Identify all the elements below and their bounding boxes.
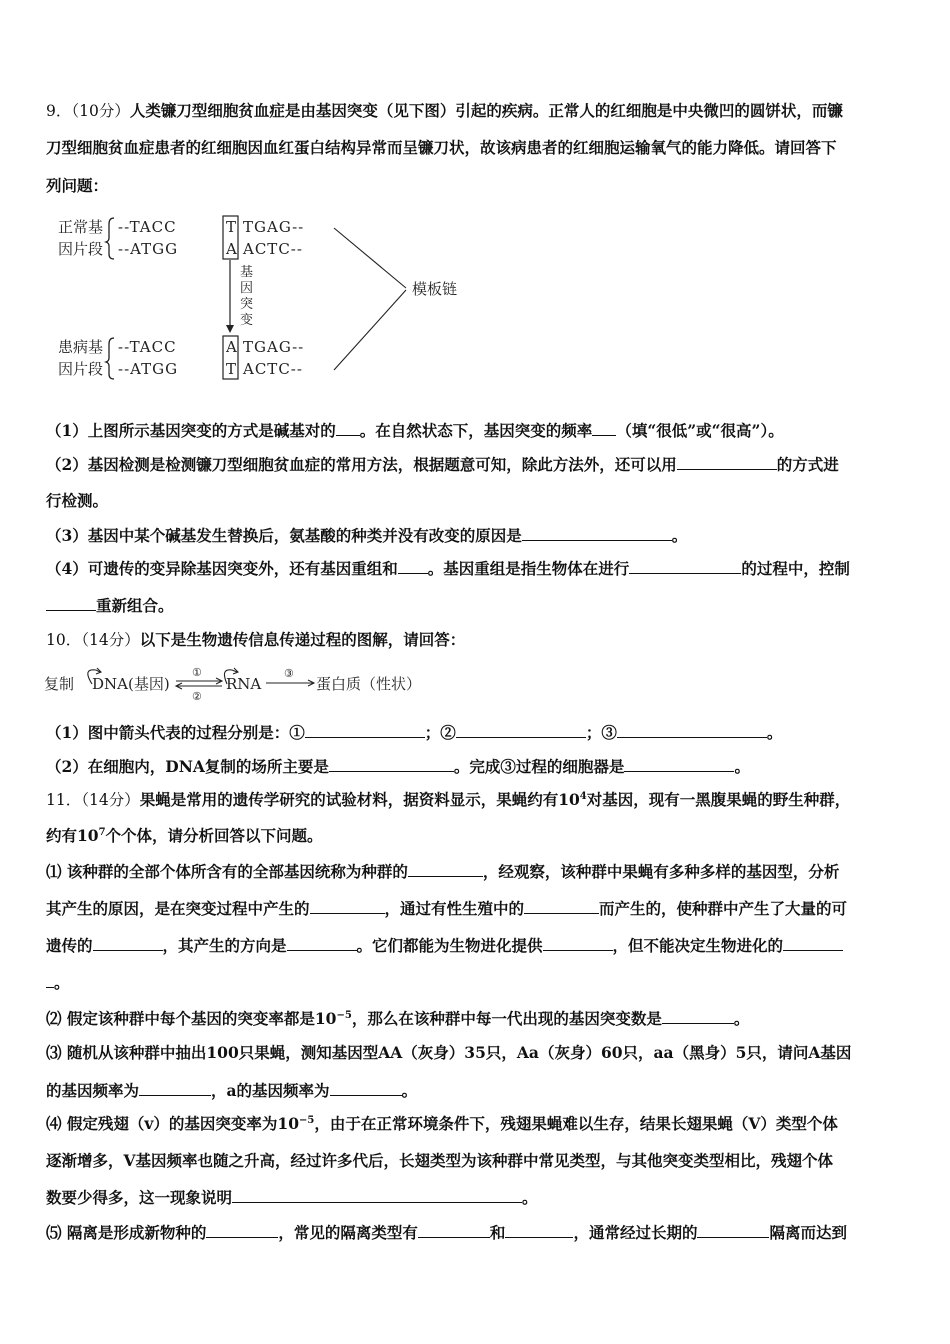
q10-part-1 [46,722,908,743]
copy-label: 复制 [44,675,75,693]
central-dogma-figure [44,662,464,702]
q10-p1-blank-3[interactable] [617,722,767,738]
q11-s1-l3-a: 遗传的 [46,936,93,955]
q11-s4-sup: −5 [298,1114,315,1126]
q11-s4-line-3 [46,1187,908,1208]
template-strand-label: 模板链 [412,280,458,298]
q11-s1-l3-c: 。它们都能为生物进化提供 [356,936,543,955]
disease-label-1: 患病基 [58,338,104,356]
template-pointer-lower [334,290,406,370]
q11-s3-l2-a: 的基因频率为 [46,1081,140,1100]
disease-label-2: 因片段 [58,360,104,378]
q11-s1-blank-4[interactable] [93,935,163,951]
q11-s1-line-4 [46,972,908,993]
q11-number: 11． [46,791,82,809]
q11-s1-l2-b: ，通过有性生殖中的 [384,899,525,918]
q9-line-1 [46,101,908,121]
q11-score: （14分） [81,791,140,809]
q9-part-4-cont [46,595,908,616]
q10-stem [46,630,908,650]
q11-s5-b: ，常见的隔离类型有 [278,1223,418,1242]
q11-l2-b: 个个体，请分析回答以下问题。 [105,826,323,845]
q11-s5-blank-2[interactable] [418,1222,490,1238]
arrow-char-2: 因 [240,281,254,296]
q11-l1-b: 对基因，现有一黑腹果蝇的野生种群， [586,790,851,809]
q11-s4-line-1 [46,1114,908,1134]
q10-p2-text-a: （2）在细胞内，DNA复制的场所主要是 [46,757,329,776]
q11-l2-sup: 7 [98,826,106,838]
mutation-figure [56,212,486,384]
q9-p2-blank[interactable] [677,454,777,470]
disease-seq-2a: --ATGG [118,360,179,378]
arrow-1-label: ① [192,666,202,679]
q10-p2-text-c: 。 [734,757,750,776]
q11-s5-blank-4[interactable] [697,1222,769,1238]
disease-seq-1b: TGAG-- [243,338,305,356]
q11-s4-l1-b: ，由于在正常环境条件下，残翅果蝇难以生存，结果长翅果蝇（V）类型个体 [314,1114,838,1133]
arrow-char-3: 突 [240,297,254,312]
normal-label-1: 正常基 [58,218,104,236]
q9-p3-text-b: 。 [671,526,688,545]
normal-seq-1b: TGAG-- [243,218,305,236]
rna-label: RNA [226,675,262,693]
arrow-3-label: ③ [284,667,294,680]
q11-s1-blank-7-cont[interactable] [46,972,54,988]
q11-s4-l3-a: 数要少得多，这一现象说明 [46,1188,233,1207]
q11-s5-blank-1[interactable] [206,1222,278,1238]
q11-s3-blank-1[interactable] [139,1080,211,1096]
q11-s5-c: 和 [489,1223,506,1242]
q9-p1-blank-2[interactable] [592,420,616,436]
q9-p4-text-d: 重新组合。 [96,596,174,615]
q11-s1-blank-2[interactable] [310,898,385,914]
disease-seq-1-box: A [226,338,238,356]
q11-s4-blank[interactable] [232,1187,522,1203]
normal-seq-2a: --ATGG [118,240,179,258]
q11-s1-line-2 [46,898,908,919]
disease-brace [106,338,114,379]
q11-l1-a: 果蝇是常用的遗传学研究的试验材料，据资料显示，果蝇约有10 [139,790,580,809]
q11-s3-line-2 [46,1080,908,1101]
q11-s3-l2-b: ，a的基因频率为 [211,1081,330,1100]
q9-p3-blank[interactable] [522,525,672,541]
q11-s2-a: ⑵ 假定该种群中每个基因的突变率都是10 [46,1009,337,1028]
disease-seq-2-box: T [226,360,238,378]
q11-line-1 [46,790,908,810]
q9-stem-1: 人类镰刀型细胞贫血症是由基因突变（见下图）引起的疾病。正常人的红细胞是中央微凹的圆饼状，而镰 [129,101,843,120]
q9-part-2-cont: 行检测。 [46,491,109,510]
q11-s2-blank[interactable] [662,1008,734,1024]
q11-s3-l2-c: 。 [401,1081,418,1100]
q10-p2-blank-1[interactable] [329,756,454,772]
q10-p1-text-b: ；② [424,723,456,742]
q10-p1-text-d: 。 [766,723,783,742]
q11-s5-a: ⑸ 隔离是形成新物种的 [46,1223,207,1242]
q9-p2-text-a: （2）基因检测是检测镰刀型细胞贫血症的常用方法，根据题意可知，除此方法外，还可以用 [46,455,677,474]
q11-s1-blank-6[interactable] [543,935,613,951]
q11-s1-blank-7[interactable] [783,935,843,951]
q11-s5-e: 隔离而达到 [769,1223,847,1242]
q11-s1-l1-b: ，经观察，该种群中果蝇有多种多样的基因型，分析 [482,862,840,881]
normal-seq-1-box: T [226,218,238,236]
arrow-char-1: 基 [240,265,254,280]
q10-p1-text-a: （1）图中箭头代表的过程分别是：① [46,723,305,742]
q9-score: （10分） [71,102,130,120]
arrow-char-4: 变 [240,313,254,328]
normal-label-2: 因片段 [58,240,104,258]
q11-l1-sup: 4 [579,790,587,802]
normal-seq-2-box: A [226,240,238,258]
q9-p1-text-a: （1）上图所示基因突变的方式是碱基对的 [46,421,336,440]
q11-s3-blank-2[interactable] [330,1080,402,1096]
q9-part-3 [46,525,908,546]
q9-p4-text-c: 的过程中，控制 [741,559,850,578]
protein-label: 蛋白质（性状） [316,675,422,693]
q9-part-2 [46,454,908,475]
q11-s5 [46,1222,908,1243]
disease-seq-2b: ACTC-- [243,360,303,378]
q11-s1-l2-c: 而产生的，使种群中产生了大量的可 [599,899,848,918]
q11-s4-l3-b: 。 [522,1188,538,1207]
q11-s1-l4: 。 [54,973,70,992]
q11-s4-line-2: 逐渐增多，V基因频率也随之升高，经过许多代后，长翅类型为该种群中常见类型，与其他突变类型相比，残翅个体 [46,1151,834,1170]
q10-p1-blank-2[interactable] [456,722,586,738]
mutation-arrow-head [226,325,234,333]
q9-line-2: 刀型细胞贫血症患者的红细胞因血红蛋白结构异常而呈镰刀状，故该病患者的红细胞运输氧气的能力降低。请回答下 [46,138,837,157]
q9-p4-blank-1[interactable] [398,558,428,574]
q9-p4-text-a: （4）可遗传的变异除基因突变外，还有基因重组和 [46,559,398,578]
q11-s1-blank-1[interactable] [408,861,483,877]
q11-s2-c: 。 [733,1009,750,1028]
q11-s1-line-1 [46,861,908,882]
q9-p2-text-b: 的方式进 [776,455,839,474]
q11-s3-line-1: ⑶ 随机从该种群中抽出100只果蝇，测知基因型AA（灰身）35只，Aa（灰身）60只，aa（黑身）5只，请问A基因 [46,1043,852,1062]
q10-p2-text-b: 。完成③过程的细胞器是 [453,757,625,776]
q9-number: 9． [46,102,72,120]
q11-s4-l1-a: ⑷ 假定残翅（v）的基因突变率为10 [46,1114,299,1133]
normal-seq-1a: --TACC [118,218,177,236]
disease-seq-1a: --TACC [118,338,177,356]
q11-s1-blank-5[interactable] [287,935,357,951]
q10-p1-text-c: ；③ [585,723,617,742]
q11-l2-a: 约有10 [46,826,99,845]
q11-s2 [46,1008,908,1029]
q9-p4-blank-2[interactable] [629,558,741,574]
q9-p4-blank-3[interactable] [46,595,96,611]
q11-s5-d: ，通常经过长期的 [573,1223,698,1242]
q10-p1-blank-1[interactable] [305,722,425,738]
q11-s1-l2-a: 其产生的原因，是在突变过程中产生的 [46,899,310,918]
q11-s1-l1-a: ⑴ 该种群的全部个体所含有的全部基因统称为种群的 [46,862,408,881]
q9-p1-blank-1[interactable] [336,420,360,436]
q11-s1-blank-3[interactable] [524,898,599,914]
q10-part-2 [46,756,908,777]
q10-score: （14分） [81,631,140,649]
q9-p4-text-b: 。基因重组是指生物体在进行 [427,559,630,578]
q10-text: 以下是生物遗传信息传递过程的图解，请回答： [139,630,466,649]
normal-seq-2b: ACTC-- [243,240,303,258]
normal-brace [106,218,114,259]
q11-s1-l3-b: ，其产生的方向是 [162,936,287,955]
template-pointer-upper [334,228,406,288]
q9-p1-text-c: （填“很低”或“很高”）。 [616,421,784,440]
q11-s2-sup: −5 [336,1009,352,1021]
q11-s2-b: ，那么在该种群中每一代出现的基因突变数是 [351,1009,662,1028]
dna-label: DNA(基因) [92,675,170,693]
q10-number: 10． [46,631,82,649]
arrow-2-label: ② [192,690,202,702]
q9-part-4 [46,558,908,579]
q9-line-3: 列问题： [46,176,109,195]
q9-p3-text-a: （3）基因中某个碱基发生替换后，氨基酸的种类并没有改变的原因是 [46,526,522,545]
q9-p1-text-b: 。在自然状态下，基因突变的频率 [359,421,593,440]
q9-part-1 [46,420,908,441]
q10-p2-blank-2[interactable] [624,756,734,772]
q11-s1-line-3 [46,935,908,956]
q11-line-2 [46,826,908,846]
q11-s5-blank-3[interactable] [505,1222,573,1238]
q11-s1-l3-d: ，但不能决定生物进化的 [612,936,784,955]
